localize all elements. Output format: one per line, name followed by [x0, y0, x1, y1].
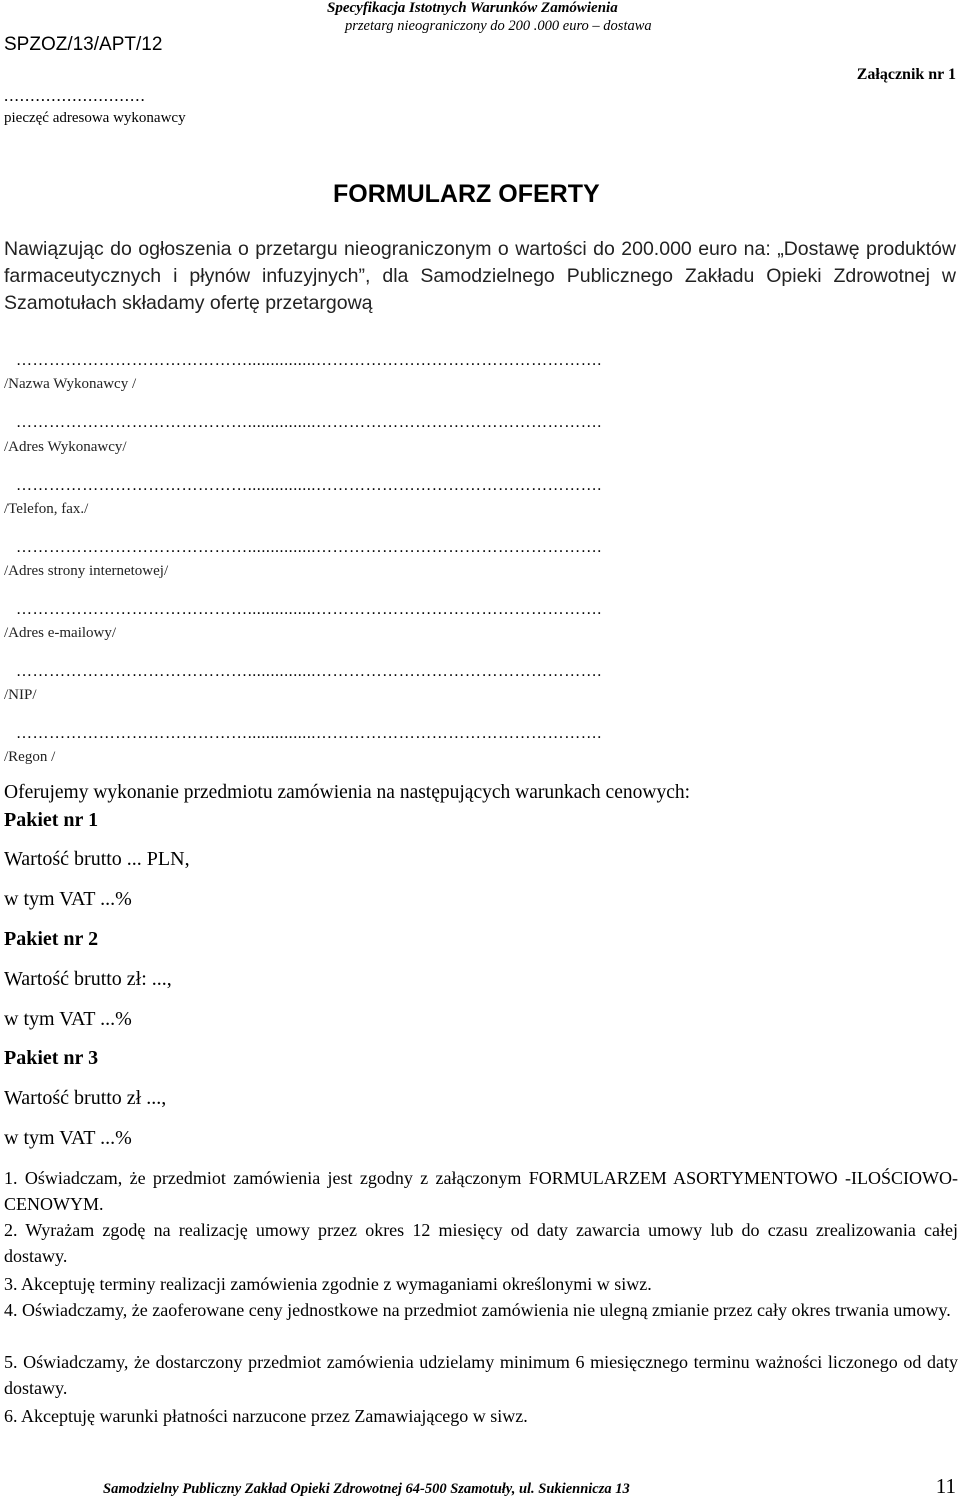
- package-3-value: Wartość brutto zł ...,: [4, 1087, 167, 1109]
- page-number: 11: [935, 1474, 956, 1498]
- regon-label: /Regon /: [4, 749, 56, 765]
- declaration-text: Oświadczam, że przedmiot zamówienia jest zgodny z załączonym FORMULARZEM ASORTYMENTOWO -ILOŚCIOWO-CENOWYM.: [4, 1168, 958, 1214]
- offer-intro: Oferujemy wykonanie przedmiotu zamówienia na następujących warunkach cenowych:: [4, 782, 691, 803]
- address-label: /Adres Wykonawcy/: [4, 439, 127, 455]
- phone-label: /Telefon, fax./: [4, 501, 89, 517]
- name-fill-line[interactable]: ……………………………………...............…………………………………………….: [16, 352, 602, 369]
- website-label: /Adres strony internetowej/: [4, 563, 169, 579]
- package-1-vat: w tym VAT ...%: [4, 888, 132, 910]
- page-title: FORMULARZ OFERTY: [333, 180, 600, 208]
- spec-subtitle: przetarg nieograniczony do 200 .000 euro – dostawa: [345, 18, 652, 34]
- intro-paragraph: Nawiązując do ogłoszenia o przetargu nieograniczonym o wartości do 200.000 euro na: „Dostawę produktów farmaceutycznych i płynów infuzyjnych”, dla Samodzielnego Publicznego Zakładu Opieki Zdrowotnej w Szamotułach składamy ofertę przetargową: [4, 238, 956, 314]
- declaration-number: 5.: [4, 1352, 18, 1372]
- spec-title: Specyfikacja Istotnych Warunków Zamówienia: [327, 0, 618, 16]
- address-fill-line[interactable]: ……………………………………...............…………………………………………….: [16, 414, 602, 431]
- email-label: /Adres e-mailowy/: [4, 625, 117, 641]
- declaration-number: 2.: [4, 1220, 18, 1240]
- package-3-vat: w tym VAT ...%: [4, 1127, 132, 1149]
- declaration-text: Akceptuję terminy realizacji zamówienia zgodnie z wymaganiami określonymi w siwz.: [21, 1274, 652, 1294]
- package-1-title: Pakiet nr 1: [4, 809, 99, 831]
- email-fill-line[interactable]: ……………………………………...............…………………………………………….: [16, 601, 602, 618]
- declaration-4: [4, 1297, 958, 1323]
- declaration-3: [4, 1271, 958, 1297]
- declaration-number: 3.: [4, 1274, 18, 1294]
- package-2-title: Pakiet nr 2: [4, 928, 99, 950]
- declaration-2: [4, 1217, 958, 1269]
- declaration-6: [4, 1403, 958, 1429]
- declaration-number: 6.: [4, 1406, 18, 1426]
- declaration-text: Akceptuję warunki płatności narzucone przez Zamawiającego w siwz.: [21, 1406, 528, 1426]
- package-2-vat: w tym VAT ...%: [4, 1008, 132, 1030]
- package-1-value: Wartość brutto ... PLN,: [4, 848, 190, 870]
- phone-fill-line[interactable]: ……………………………………...............…………………………………………….: [16, 477, 602, 494]
- declaration-text: Oświadczamy, że zaoferowane ceny jednostkowe na przedmiot zamówienia nie ulegną zmianie przez cały okres trwania umowy.: [22, 1300, 951, 1320]
- declaration-text: Wyrażam zgodę na realizację umowy przez okres 12 miesięcy od daty zawarcia umowy lub do czasu zrealizowania całej dostawy.: [4, 1220, 958, 1266]
- package-3-title: Pakiet nr 3: [4, 1047, 99, 1069]
- stamp-label: pieczęć adresowa wykonawcy: [4, 110, 186, 126]
- declaration-number: 1.: [4, 1168, 18, 1188]
- nip-fill-line[interactable]: ……………………………………...............…………………………………………….: [16, 663, 602, 680]
- declaration-text: Oświadczamy, że dostarczony przedmiot zamówienia udzielamy minimum 6 miesięcznego terminu ważności liczonego od daty dostawy.: [4, 1352, 958, 1398]
- footer-address: Samodzielny Publiczny Zakład Opieki Zdrowotnej 64-500 Szamotuły, ul. Sukiennicza 13: [103, 1481, 630, 1497]
- document-reference: SPZOZ/13/APT/12: [4, 34, 163, 55]
- name-label: /Nazwa Wykonawcy /: [4, 376, 137, 392]
- stamp-placeholder: ...........................: [4, 86, 146, 105]
- annex-label: Załącznik nr 1: [856, 66, 956, 83]
- declaration-number: 4.: [4, 1300, 18, 1320]
- declaration-1: [4, 1165, 958, 1217]
- regon-fill-line[interactable]: ……………………………………...............…………………………………………….: [16, 725, 602, 742]
- package-2-value: Wartość brutto zł: ...,: [4, 968, 172, 990]
- declaration-5: [4, 1349, 958, 1401]
- nip-label: /NIP/: [4, 687, 37, 703]
- website-fill-line[interactable]: ……………………………………...............…………………………………………….: [16, 539, 602, 556]
